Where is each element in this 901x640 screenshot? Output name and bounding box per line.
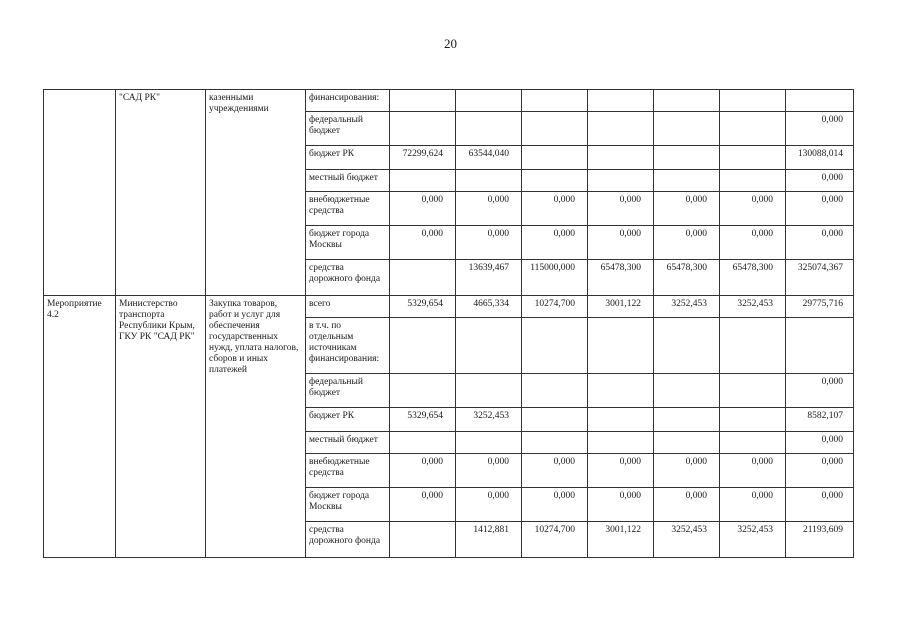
total-cell: 0,000 <box>786 374 854 408</box>
value-cell: 65478,300 <box>720 260 786 296</box>
budget-table <box>43 89 854 558</box>
total-cell: 0,000 <box>786 488 854 522</box>
source-label: внебюджетные средства <box>306 192 390 226</box>
total-cell: 0,000 <box>786 226 854 260</box>
value-cell <box>654 432 720 454</box>
value-cell <box>720 112 786 146</box>
value-cell <box>390 432 456 454</box>
value-cell <box>588 408 654 432</box>
total-cell: 29775,716 <box>786 296 854 318</box>
value-cell <box>456 374 522 408</box>
total-cell: 0,000 <box>786 432 854 454</box>
source-label: средства дорожного фонда <box>306 522 390 558</box>
value-cell <box>390 112 456 146</box>
value-cell: 3252,453 <box>654 296 720 318</box>
value-cell: 65478,300 <box>654 260 720 296</box>
value-cell: 0,000 <box>654 454 720 488</box>
source-label: всего <box>306 296 390 318</box>
value-cell <box>456 112 522 146</box>
value-cell: 1412,881 <box>456 522 522 558</box>
total-cell: 130088,014 <box>786 146 854 170</box>
value-cell: 0,000 <box>456 488 522 522</box>
value-cell: 5329,654 <box>390 408 456 432</box>
value-cell: 5329,654 <box>390 296 456 318</box>
value-cell: 0,000 <box>390 192 456 226</box>
executor-cell: "САД РК" <box>116 90 206 296</box>
total-cell: 0,000 <box>786 454 854 488</box>
source-label: в т.ч. по отдельным источникам финансирования: <box>306 318 390 374</box>
total-cell <box>786 90 854 112</box>
value-cell <box>390 260 456 296</box>
value-cell: 0,000 <box>654 226 720 260</box>
source-label: федеральный бюджет <box>306 112 390 146</box>
value-cell <box>522 374 588 408</box>
source-label: средства дорожного фонда <box>306 260 390 296</box>
value-cell: 0,000 <box>720 226 786 260</box>
source-label: бюджет города Москвы <box>306 226 390 260</box>
value-cell: 13639,467 <box>456 260 522 296</box>
value-cell <box>588 432 654 454</box>
value-cell: 0,000 <box>390 454 456 488</box>
value-cell <box>390 522 456 558</box>
source-label: местный бюджет <box>306 170 390 192</box>
value-cell <box>456 318 522 374</box>
value-cell <box>654 146 720 170</box>
value-cell: 0,000 <box>522 192 588 226</box>
total-cell: 325074,367 <box>786 260 854 296</box>
measure-cell: Мероприятие 4.2 <box>44 296 116 558</box>
value-cell <box>390 374 456 408</box>
source-label: федеральный бюджет <box>306 374 390 408</box>
value-cell: 72299,624 <box>390 146 456 170</box>
value-cell <box>720 374 786 408</box>
value-cell: 0,000 <box>588 488 654 522</box>
value-cell <box>588 170 654 192</box>
value-cell: 0,000 <box>720 454 786 488</box>
value-cell <box>588 90 654 112</box>
value-cell <box>390 170 456 192</box>
value-cell <box>522 170 588 192</box>
value-cell <box>654 408 720 432</box>
source-label: бюджет города Москвы <box>306 488 390 522</box>
value-cell <box>720 146 786 170</box>
value-cell <box>720 408 786 432</box>
value-cell: 0,000 <box>720 192 786 226</box>
value-cell: 65478,300 <box>588 260 654 296</box>
value-cell <box>522 318 588 374</box>
value-cell <box>522 90 588 112</box>
value-cell <box>654 170 720 192</box>
value-cell: 4665,334 <box>456 296 522 318</box>
total-cell: 21193,609 <box>786 522 854 558</box>
value-cell <box>588 146 654 170</box>
value-cell: 0,000 <box>390 226 456 260</box>
value-cell: 3252,453 <box>654 522 720 558</box>
value-cell <box>456 170 522 192</box>
value-cell: 0,000 <box>456 192 522 226</box>
value-cell <box>720 318 786 374</box>
value-cell <box>588 374 654 408</box>
value-cell <box>654 112 720 146</box>
table-row <box>44 296 854 318</box>
value-cell: 0,000 <box>588 454 654 488</box>
value-cell <box>522 408 588 432</box>
value-cell: 3001,122 <box>588 522 654 558</box>
value-cell <box>720 170 786 192</box>
value-cell <box>390 90 456 112</box>
value-cell <box>654 90 720 112</box>
value-cell <box>588 318 654 374</box>
value-cell <box>522 146 588 170</box>
value-cell <box>522 112 588 146</box>
total-cell <box>786 318 854 374</box>
expense-type-cell: Закупка товаров, работ и услуг для обеспечения государственных нужд, уплата налогов, сборов и иных платежей <box>206 296 306 558</box>
value-cell: 0,000 <box>522 488 588 522</box>
total-cell: 8582,107 <box>786 408 854 432</box>
expense-type-cell: казенными учреждениями <box>206 90 306 296</box>
value-cell: 3252,453 <box>720 522 786 558</box>
value-cell <box>654 374 720 408</box>
source-label: бюджет РК <box>306 146 390 170</box>
source-label: местный бюджет <box>306 432 390 454</box>
total-cell: 0,000 <box>786 112 854 146</box>
value-cell: 10274,700 <box>522 296 588 318</box>
value-cell <box>720 432 786 454</box>
value-cell: 115000,000 <box>522 260 588 296</box>
total-cell: 0,000 <box>786 170 854 192</box>
value-cell <box>456 90 522 112</box>
value-cell <box>588 112 654 146</box>
value-cell: 3252,453 <box>720 296 786 318</box>
value-cell: 0,000 <box>654 488 720 522</box>
value-cell: 0,000 <box>456 454 522 488</box>
source-label: финансирования: <box>306 90 390 112</box>
value-cell: 0,000 <box>390 488 456 522</box>
value-cell: 0,000 <box>588 226 654 260</box>
value-cell <box>390 318 456 374</box>
value-cell: 0,000 <box>522 454 588 488</box>
source-label: бюджет РК <box>306 408 390 432</box>
value-cell <box>720 90 786 112</box>
measure-cell <box>44 90 116 296</box>
value-cell: 63544,040 <box>456 146 522 170</box>
source-label: внебюджетные средства <box>306 454 390 488</box>
value-cell: 0,000 <box>720 488 786 522</box>
value-cell: 3001,122 <box>588 296 654 318</box>
value-cell: 10274,700 <box>522 522 588 558</box>
value-cell: 3252,453 <box>456 408 522 432</box>
total-cell: 0,000 <box>786 192 854 226</box>
page-number: 20 <box>444 36 457 51</box>
value-cell: 0,000 <box>456 226 522 260</box>
table-row <box>44 90 854 112</box>
value-cell: 0,000 <box>522 226 588 260</box>
value-cell <box>654 318 720 374</box>
value-cell <box>456 432 522 454</box>
value-cell <box>522 432 588 454</box>
executor-cell: Министерство транспорта Республики Крым, ГКУ РК "САД РК" <box>116 296 206 558</box>
value-cell: 0,000 <box>588 192 654 226</box>
value-cell: 0,000 <box>654 192 720 226</box>
